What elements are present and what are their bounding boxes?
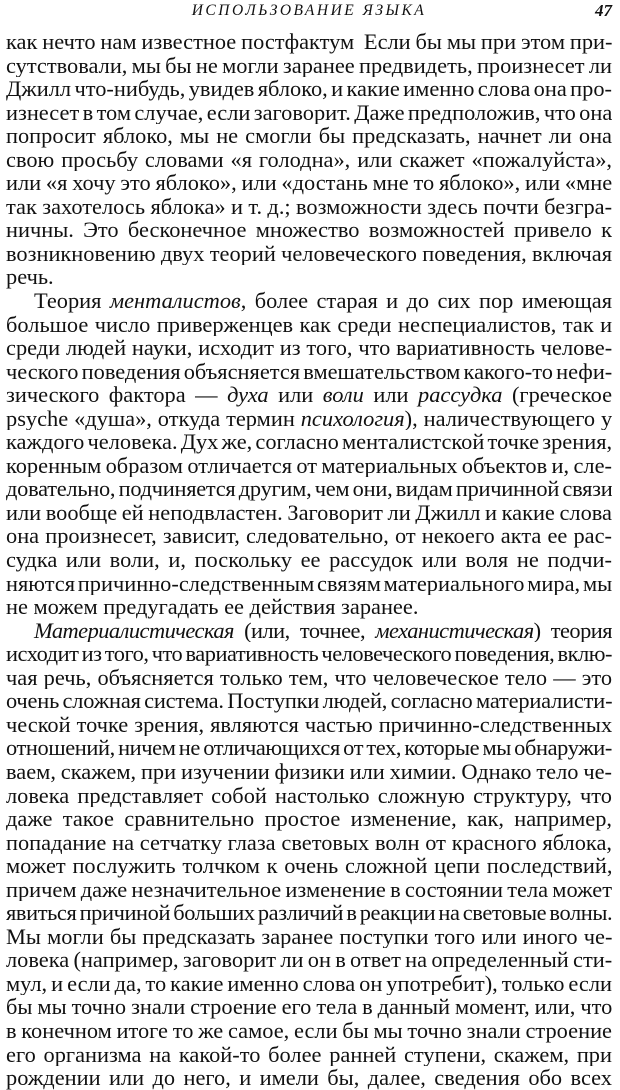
text-segment: явиться причиной больших различий в реакции на световые волны.: [6, 901, 612, 925]
text-segment: ческого поведения объясняется вмешательством какого-то нефи-: [6, 359, 612, 384]
text-line: [6, 148, 612, 172]
text-line: [6, 242, 612, 266]
text-segment: (или, точнее,: [233, 618, 376, 643]
text-line: [6, 1043, 612, 1067]
text-line: [6, 265, 612, 289]
text-line: [6, 713, 612, 737]
text-line: [6, 454, 612, 478]
italic-term: механистическая: [375, 618, 534, 643]
text-segment: коренным образом отличается от материальных объектов и, сле-: [6, 453, 612, 478]
text-segment: Теория: [34, 289, 110, 313]
text-segment: отношений, ничем не отличающихся от тех, которые мы обнаружи-: [6, 736, 612, 760]
text-segment: очень сложная система. Поступки людей, согласно материалисти-: [6, 689, 612, 713]
text-segment: его организма на какой-то более ранней ступени, скажем, при: [6, 1042, 612, 1067]
text-segment: речь.: [6, 265, 54, 290]
text-line: [6, 289, 612, 313]
text-line: [6, 218, 612, 242]
italic-term: рассудка: [418, 383, 503, 407]
text-segment: ничны. Это бесконечное множество возможностей привело к: [6, 218, 612, 242]
text-segment: среди людей науки, исходит из того, что вариативность челове-: [6, 336, 612, 360]
page-header: [6, 0, 612, 26]
text-segment: исходит из того, что вариативность человеческого поведения, вклю-: [6, 642, 612, 666]
text-line: [6, 666, 612, 690]
text-line: [6, 54, 612, 78]
text-line: [6, 1066, 612, 1090]
text-line: [6, 619, 612, 643]
text-line: [6, 501, 612, 525]
text-line: [6, 854, 612, 878]
text-line: [6, 878, 612, 902]
italic-term: воли: [322, 383, 364, 407]
text-segment: может послужить толчком к очень сложной цепи последствий,: [6, 854, 612, 878]
text-line: [6, 77, 612, 101]
text-line: [6, 948, 612, 972]
text-line: [6, 101, 612, 125]
text-segment: Джилл что-нибудь, увидев яблоко, и какие именно слова она про-: [6, 77, 612, 101]
text-segment: как нечто нам известное постфактум Если бы мы при этом при-: [6, 30, 612, 54]
text-line: [6, 807, 612, 831]
text-line: [6, 572, 612, 596]
text-segment: судка или воли, и, поскольку ее рассудок или воля не подчи-: [6, 548, 612, 572]
text-segment: ловека (например, заговорит ли он в ответ на определенный сти-: [6, 948, 612, 972]
text-line: [6, 195, 612, 219]
text-line: [6, 524, 612, 548]
text-segment: попросит яблоко, мы не смогли бы предсказать, начнет ли она: [6, 124, 612, 148]
text-segment: причем даже незначительное изменение в состоянии тела может: [6, 877, 612, 902]
page-number: 47: [595, 1, 612, 20]
text-segment: ), наличествующего у: [404, 406, 612, 431]
text-segment: зического фактора —: [6, 383, 228, 407]
text-line: [6, 171, 612, 195]
text-line: [6, 925, 612, 949]
text-segment: мул, и если да, то какие именно слова он употребит), только если: [6, 971, 612, 996]
text-line: [6, 124, 612, 148]
text-line: [6, 901, 612, 925]
italic-term: психология: [300, 406, 405, 431]
text-segment: (греческое: [502, 383, 612, 407]
text-line: [6, 784, 612, 808]
italic-term: духа: [227, 383, 269, 407]
text-line: [6, 477, 612, 501]
italic-term: менталистов: [109, 289, 241, 313]
text-segment: возникновению двух теорий человеческого поведения, включая: [6, 241, 612, 266]
running-title: ИСПОЛЬЗОВАНИЕ ЯЗЫКА: [191, 2, 427, 19]
text-segment: няются причинно-следственным связям материального мира, мы: [6, 571, 612, 596]
text-segment: бы мы точно знали строение его тела в данный момент, или, что: [6, 995, 612, 1019]
text-segment: не можем предугадать ее действия заранее.: [6, 595, 419, 619]
text-line: [6, 642, 612, 666]
text-segment: ческой точке зрения, являются частью причинно-следственных: [6, 712, 612, 737]
text-line: [6, 1019, 612, 1043]
text-segment: рождении или до него, и имели бы, далее, сведения обо всех: [6, 1066, 612, 1090]
text-segment: она произнесет, зависит, следовательно, от некоего акта ее рас-: [6, 524, 612, 549]
text-line: [6, 995, 612, 1019]
text-line: [6, 30, 612, 54]
text-line: [6, 383, 612, 407]
text-segment: или: [363, 383, 418, 407]
text-line: [6, 972, 612, 996]
text-line: [6, 360, 612, 384]
text-segment: довательно, подчиняется другим, чем они, видам причинной связи: [6, 477, 612, 501]
text-line: [6, 430, 612, 454]
text-segment: в конечном итоге то же самое, если бы мы точно знали строение: [6, 1018, 612, 1043]
italic-term: Материалистическая: [34, 618, 234, 643]
body-text: [6, 30, 612, 1090]
text-segment: psyche «душа», откуда термин: [6, 406, 301, 431]
text-segment: свою просьбу словами «я голодна», или скажет «пожалуйста»,: [6, 147, 612, 172]
text-segment: ) теория: [533, 618, 612, 643]
text-line: [6, 736, 612, 760]
text-line: [6, 831, 612, 855]
text-line: [6, 313, 612, 337]
text-segment: каждого человека. Дух же, согласно менталистской точке зрения,: [6, 430, 612, 454]
text-segment: или «я хочу это яблоко», или «достань мне то яблоко», или «мне: [6, 171, 612, 195]
text-segment: изнесет в том случае, если заговорит. Даже предположив, что она: [6, 100, 612, 125]
text-segment: или: [268, 383, 323, 407]
text-segment: или вообще ей неподвластен. Заговорит ли Джилл и какие слова: [6, 500, 612, 525]
text-segment: , более старая и до сих пор имеющая: [240, 289, 612, 313]
text-segment: Мы могли бы предсказать заранее поступки того или иного че-: [6, 924, 612, 949]
text-line: [6, 336, 612, 360]
text-segment: чая речь, объясняется только тем, что человеческое тело — это: [6, 665, 612, 690]
text-line: [6, 407, 612, 431]
text-line: [6, 689, 612, 713]
text-line: [6, 760, 612, 784]
text-segment: попадание на сетчатку глаза световых волн от красного яблока,: [6, 830, 612, 855]
text-line: [6, 595, 612, 619]
text-line: [6, 548, 612, 572]
text-segment: даже такое сравнительно простое изменение, как, например,: [6, 807, 612, 831]
text-segment: ловека представляет собой настолько сложную структуру, что: [6, 783, 612, 808]
text-segment: ваем, скажем, при изучении физики или химии. Однако тело че-: [6, 759, 612, 784]
text-segment: сутствовали, мы бы не могли заранее предвидеть, произнесет ли: [6, 53, 612, 78]
text-segment: большое число приверженцев как среди неспециалистов, так и: [6, 312, 612, 337]
text-segment: так захотелось яблока» и т. д.; возможности здесь почти безгра-: [6, 194, 612, 219]
